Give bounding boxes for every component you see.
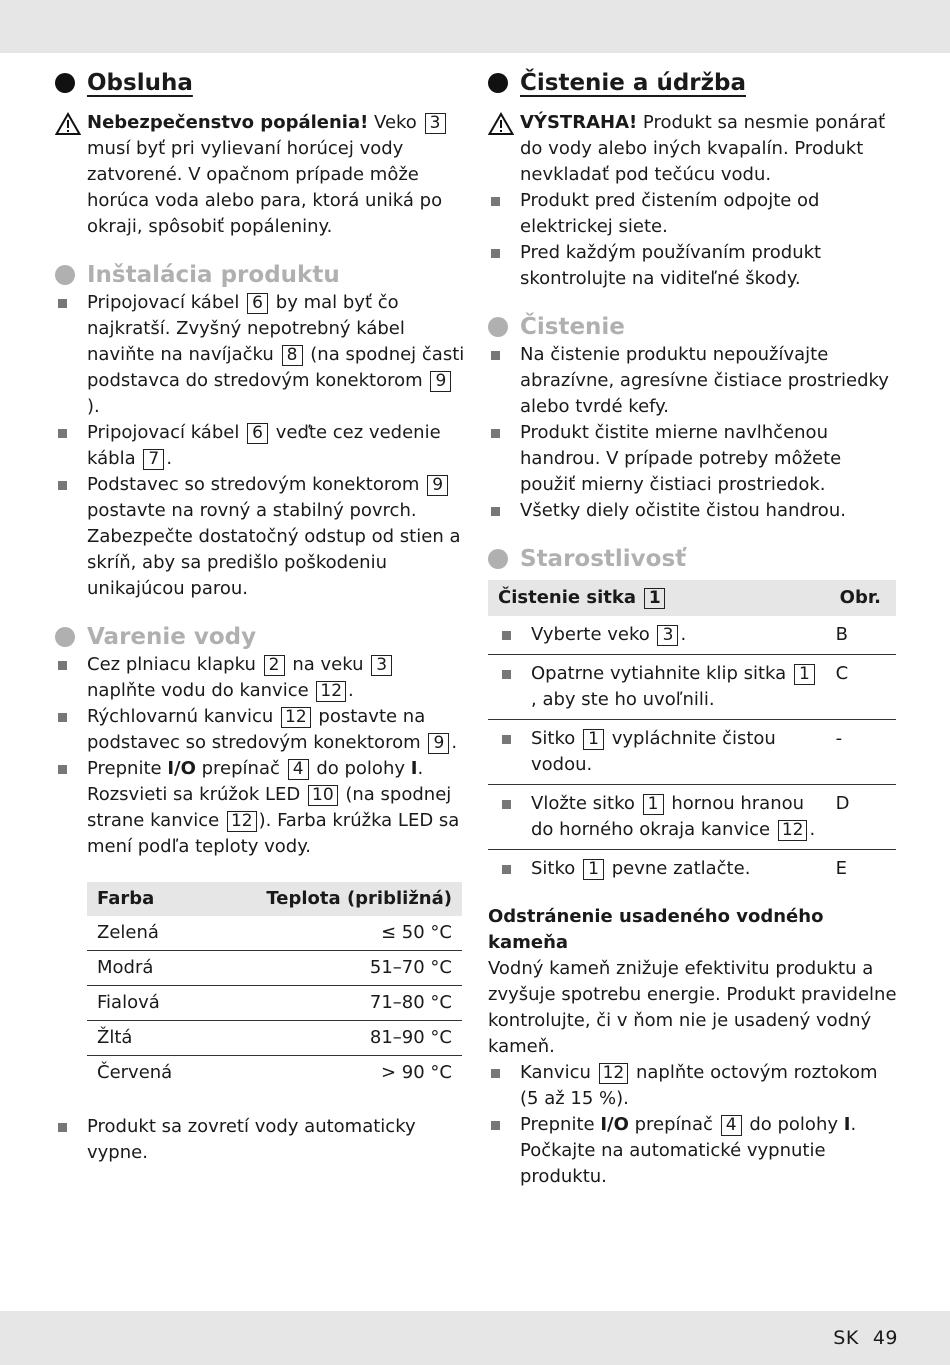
figure-cell: C <box>830 655 896 720</box>
list-item: Pripojovací kábel 6 by mal byť čo najkratší. Zvyšný nepotrebný kábel naviňte na navíjačku 8 (na spodnej časti podstavca do stredovým konektorom 9). <box>55 290 465 420</box>
temperature-cell: > 90 °C <box>206 1056 462 1091</box>
cistenie-list <box>488 342 898 524</box>
strainer-cleaning-table <box>488 580 896 888</box>
section-starostlivost-heading: Starostlivosť <box>488 544 898 574</box>
water-warning <box>488 110 898 188</box>
section-cistenie-udrzba-heading: Čistenie a údržba <box>488 68 898 98</box>
step-cell: Sitko 1 vypláchnite čistou vodou. <box>488 720 830 785</box>
top-bar <box>0 0 950 53</box>
step-cell: Sitko 1 pevne zatlačte. <box>488 850 830 889</box>
table-header-figure: Obr. <box>830 580 896 616</box>
table-row <box>87 1021 462 1056</box>
list-item: Pred každým používaním produkt skontrolujte na viditeľné škody. <box>488 240 898 292</box>
table-header-temp: Teplota (približná) <box>206 882 462 916</box>
bullet-dot-icon <box>55 627 75 647</box>
table-header-color: Farba <box>87 882 206 916</box>
section-varenie-heading: Varenie vody <box>55 622 465 652</box>
temperature-cell: ≤ 50 °C <box>381 922 452 943</box>
list-item: Cez plniacu klapku 2 na veku 3 naplňte vodu do kanvice 12 . <box>55 652 465 704</box>
list-item: Produkt sa zovretí vody automaticky vypne. <box>55 1114 465 1166</box>
list-item: Podstavec so stredovým konektorom 9 postavte na rovný a stabilný povrch. Zabezpečte dostatočný odstup od stien a skríň, aby sa predišlo poškodeniu unikajúcou parou. <box>55 472 465 602</box>
list-item: Pripojovací kábel 6 veďte cez vedenie kábla 7 . <box>55 420 465 472</box>
varenie-list <box>55 652 465 860</box>
section-instalacia-heading: Inštalácia produktu <box>55 260 465 290</box>
table-row <box>488 720 896 785</box>
table-row <box>87 916 462 951</box>
descale-text: Vodný kameň znižuje efektivitu produktu a zvyšuje spotrebu energie. Produkt pravidelne kontrolujte, či v ňom nie je usadený vodný kameň. <box>488 958 897 1057</box>
temperature-cell: 71–80 °C <box>206 986 462 1021</box>
led-color-cell: Modrá <box>87 951 206 986</box>
page-footer <box>833 1325 898 1351</box>
page-number: 49 <box>872 1327 898 1349</box>
list-item: Produkt pred čistením odpojte od elektrickej siete. <box>488 188 898 240</box>
left-column <box>55 68 465 1166</box>
descale-list <box>488 1060 898 1190</box>
list-item: Všetky diely očistite čistou handrou. <box>488 498 898 524</box>
warning-triangle-icon <box>488 112 514 136</box>
list-item: Prepnite I/O prepínač 4 do polohy I. Rozsvieti sa krúžok LED 10 (na spodnej strane kanvice 12 ). Farba krúžka LED sa mení podľa teploty vody. <box>55 756 465 860</box>
temperature-cell: 51–70 °C <box>206 951 462 986</box>
warning-triangle-icon <box>55 112 81 136</box>
varenie-list-end <box>55 1114 465 1166</box>
temperature-cell: 81–90 °C <box>206 1021 462 1056</box>
step-cell: Vyberte veko 3 . <box>488 616 830 655</box>
step-cell: Opatrne vytiahnite klip sitka 1, aby ste ho uvoľnili. <box>488 655 830 720</box>
led-color-cell: Zelená <box>97 922 159 943</box>
figure-cell: E <box>830 850 896 889</box>
list-item: Prepnite I/O prepínač 4 do polohy I. Počkajte na automatické vypnutie produktu. <box>488 1112 898 1190</box>
water-warning-text: VÝSTRAHA! Produkt sa nesmie ponárať do vody alebo iných kvapalín. Produkt nevkladať pod tečúcu vodu. <box>520 112 886 185</box>
led-color-cell: Žltá <box>87 1021 206 1056</box>
list-item: Kanvicu 12 naplňte octovým roztokom (5 až 15 %). <box>488 1060 898 1112</box>
section-obsluha-heading: Obsluha <box>55 68 465 98</box>
instalacia-list <box>55 290 465 602</box>
language-code: SK <box>833 1327 859 1349</box>
descale-heading: Odstránenie usadeného vodného kameňa <box>488 906 824 953</box>
led-color-cell: Fialová <box>87 986 206 1021</box>
list-item: Rýchlovarnú kanvicu 12 postavte na podstavec so stredovým konektorom 9 . <box>55 704 465 756</box>
bullet-dot-icon <box>55 265 75 285</box>
list-item: Na čistenie produktu nepoužívajte abrazívne, agresívne čistiace prostriedky alebo tvrdé kefy. <box>488 342 898 420</box>
led-color-cell: Červená <box>87 1056 206 1091</box>
bullet-dot-icon <box>488 73 508 93</box>
table-row <box>87 986 462 1021</box>
burn-warning <box>55 110 465 240</box>
table-row <box>87 951 462 986</box>
section-cistenie-heading: Čistenie <box>488 312 898 342</box>
table-row <box>488 785 896 850</box>
table-row <box>87 1056 462 1091</box>
step-cell: Vložte sitko 1 hornou hranou do horného okraja kanvice 12 . <box>488 785 830 850</box>
right-column <box>488 68 898 1190</box>
table-row <box>488 850 896 889</box>
burn-warning-text: Nebezpečenstvo popálenia! Veko 3 musí byť pri vylievaní horúcej vody zatvorené. V opačnom prípade môže horúca voda alebo para, ktorá uniká po okraji, spôsobiť popáleniny. <box>87 110 465 240</box>
figure-cell: B <box>835 624 849 645</box>
figure-cell: - <box>830 720 896 785</box>
table-header-step: Čistenie sitka 1 <box>488 580 830 616</box>
list-item: Produkt čistite mierne navlhčenou handrou. V prípade potreby môžete použiť mierny čistiaci prostriedok. <box>488 420 898 498</box>
table-row <box>488 655 896 720</box>
bullet-dot-icon <box>488 549 508 569</box>
bullet-dot-icon <box>488 317 508 337</box>
figure-cell: D <box>830 785 896 850</box>
bottom-bar <box>0 1311 950 1365</box>
udrzba-list <box>488 188 898 292</box>
led-color-table <box>87 882 462 1090</box>
table-row <box>488 616 896 655</box>
bullet-dot-icon <box>55 73 75 93</box>
